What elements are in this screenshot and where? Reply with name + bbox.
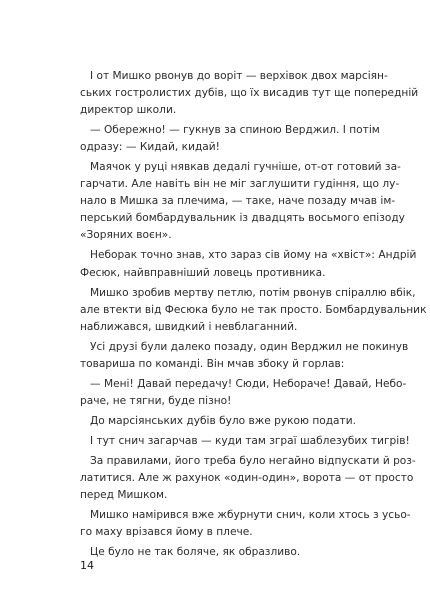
- text-line: наближався, швидкий і невблаганний.: [80, 320, 298, 333]
- text-line: нало в Мишка за плечима, — таке, наче позаду мчав ім-: [80, 195, 396, 208]
- text-line: Мишко зробив мертву петлю, потім рвонув спіраллю вбік,: [90, 286, 416, 299]
- text-line: але втекти від Фесюка було не так просто. Бомбардувальник: [80, 303, 427, 316]
- text-line: І тут снич загарчав — куди там зграї шаблезубих тигрів!: [90, 434, 410, 447]
- paragraph: [80, 285, 427, 336]
- paragraph: [80, 247, 417, 281]
- text-line: Неборак точно знав, хто зараз сів йому на «хвіст»: Андрій: [90, 249, 417, 262]
- paragraph: [80, 507, 411, 541]
- paragraph: [80, 544, 360, 561]
- text-line: перед Мишком.: [80, 489, 168, 502]
- text-line: го маху врізався йому в плече.: [80, 526, 253, 539]
- text-line: До марсіянських дубів було вже рукою подати.: [90, 414, 356, 427]
- text-line: — Мені! Давай передачу! Сюди, Небораче! Давай, Небо-: [90, 377, 407, 390]
- text-line: Це було не так боляче, як образливо.: [90, 546, 301, 559]
- text-line: директор школи.: [80, 104, 177, 117]
- paragraph: [80, 339, 409, 373]
- text-line: «Зоряних воєн».: [80, 229, 172, 242]
- paragraph: [80, 122, 380, 156]
- paragraph: [80, 159, 405, 244]
- paragraph: [80, 433, 410, 450]
- text-line: За правилами, його треба було негайно відпускати й роз-: [90, 454, 416, 467]
- paragraph: [80, 376, 407, 410]
- paragraph: [80, 413, 360, 430]
- paragraph: [80, 68, 419, 119]
- body-text: [80, 68, 427, 564]
- text-line: раче, не тягни, буде пізно!: [80, 394, 232, 407]
- text-line: гарчати. Але навіть він не міг заглушити гудіння, що лу-: [80, 178, 400, 191]
- text-line: латитися. Але ж рахунок «один-один», ворота — от просто: [80, 472, 414, 485]
- text-line: Маячок у руці нявкав дедалі гучніше, от-от готовий за-: [90, 161, 401, 174]
- text-line: Усі друзі були далеко позаду, один Верджил не покинув: [90, 340, 409, 353]
- text-line: ських гостролистих дубів, що їх висадив тут ще попередній: [80, 87, 419, 100]
- text-line: І от Мишко рвонув до воріт — верхівок двох марсіян-: [90, 70, 388, 82]
- page-number: 14: [80, 559, 94, 572]
- text-line: товариша по команді. Він мчав збоку й горлав:: [80, 357, 345, 370]
- paragraph: [80, 453, 416, 504]
- text-line: перський бомбардувальник із двадцять восьмого епізоду: [80, 212, 405, 225]
- text-line: Фесюк, найвправніший ловець противника.: [80, 266, 326, 279]
- text-line: — Обережно! — гукнув за спиною Верджил. І потім: [90, 124, 380, 137]
- text-line: одразу: — Кидай, кидай!: [80, 141, 220, 154]
- text-line: Мишко намірився вже жбурнути снич, коли хтось з усьо-: [90, 509, 411, 522]
